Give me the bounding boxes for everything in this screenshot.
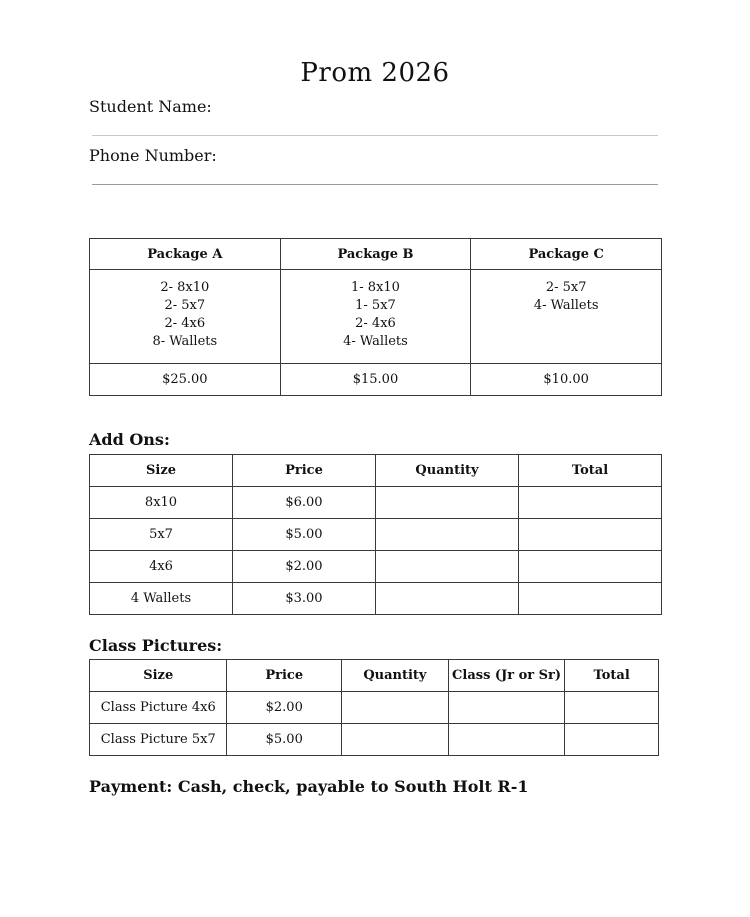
table-row bbox=[90, 519, 662, 551]
addon-total-field[interactable] bbox=[519, 487, 662, 519]
package-item: 8- Wallets bbox=[152, 334, 218, 349]
package-item: 2- 5x7 bbox=[545, 280, 587, 295]
addon-size: 4x6 bbox=[90, 551, 233, 583]
class-size: Class Picture 5x7 bbox=[90, 724, 227, 756]
addon-quantity-field[interactable] bbox=[375, 519, 518, 551]
package-item: 4- Wallets bbox=[533, 298, 599, 313]
package-contents-row bbox=[90, 270, 662, 364]
addon-total-field[interactable] bbox=[519, 583, 662, 615]
class-header-row bbox=[90, 660, 659, 692]
price-header: Price bbox=[227, 660, 342, 692]
addon-size: 8x10 bbox=[90, 487, 233, 519]
price-header: Price bbox=[233, 455, 376, 487]
package-b-contents bbox=[280, 270, 471, 364]
class-total-field[interactable] bbox=[565, 724, 659, 756]
package-item: 2- 4x6 bbox=[164, 316, 206, 331]
student-name-field[interactable] bbox=[92, 135, 658, 136]
addon-price: $3.00 bbox=[233, 583, 376, 615]
addon-quantity-field[interactable] bbox=[375, 487, 518, 519]
total-header: Total bbox=[519, 455, 662, 487]
quantity-header: Quantity bbox=[342, 660, 449, 692]
package-item: 4- Wallets bbox=[343, 334, 408, 349]
package-header-row bbox=[90, 239, 662, 270]
package-c-contents bbox=[471, 270, 662, 364]
table-row bbox=[90, 724, 659, 756]
add-ons-table bbox=[89, 454, 662, 615]
table-row bbox=[90, 583, 662, 615]
addon-size: 5x7 bbox=[90, 519, 233, 551]
package-b-header: Package B bbox=[280, 239, 471, 270]
table-row bbox=[90, 487, 662, 519]
class-price: $2.00 bbox=[227, 692, 342, 724]
phone-number-field[interactable] bbox=[92, 184, 658, 185]
total-header: Total bbox=[565, 660, 659, 692]
addon-size: 4 Wallets bbox=[90, 583, 233, 615]
package-item: 1- 5x7 bbox=[355, 298, 396, 313]
package-c-header: Package C bbox=[471, 239, 662, 270]
package-item: 2- 8x10 bbox=[160, 280, 210, 295]
payment-note: Payment: Cash, check, payable to South Holt R-1 bbox=[89, 777, 529, 796]
package-b-price: $15.00 bbox=[280, 364, 471, 396]
page-title: Prom 2026 bbox=[300, 58, 450, 88]
package-item: 2- 5x7 bbox=[164, 298, 206, 313]
package-table bbox=[89, 238, 662, 396]
table-row bbox=[90, 692, 659, 724]
size-header: Size bbox=[90, 660, 227, 692]
package-a-price: $25.00 bbox=[90, 364, 281, 396]
addon-total-field[interactable] bbox=[519, 519, 662, 551]
class-total-field[interactable] bbox=[565, 692, 659, 724]
package-item: 1- 8x10 bbox=[351, 280, 400, 295]
add-ons-header-row bbox=[90, 455, 662, 487]
package-a-contents bbox=[90, 270, 281, 364]
table-row bbox=[90, 551, 662, 583]
class-quantity-field[interactable] bbox=[342, 692, 449, 724]
addon-price: $2.00 bbox=[233, 551, 376, 583]
addon-total-field[interactable] bbox=[519, 551, 662, 583]
package-a-header: Package A bbox=[90, 239, 281, 270]
class-size: Class Picture 4x6 bbox=[90, 692, 227, 724]
addon-quantity-field[interactable] bbox=[375, 551, 518, 583]
quantity-header: Quantity bbox=[375, 455, 518, 487]
class-header: Class (Jr or Sr) bbox=[448, 660, 565, 692]
size-header: Size bbox=[90, 455, 233, 487]
package-item: 2- 4x6 bbox=[355, 316, 396, 331]
add-ons-label: Add Ons: bbox=[89, 430, 170, 449]
package-c-price: $10.00 bbox=[471, 364, 662, 396]
addon-quantity-field[interactable] bbox=[375, 583, 518, 615]
package-price-row bbox=[90, 364, 662, 396]
addon-price: $5.00 bbox=[233, 519, 376, 551]
class-price: $5.00 bbox=[227, 724, 342, 756]
addon-price: $6.00 bbox=[233, 487, 376, 519]
class-pictures-label: Class Pictures: bbox=[89, 636, 223, 655]
class-grade-field[interactable] bbox=[448, 724, 565, 756]
student-name-label: Student Name: bbox=[89, 97, 212, 116]
class-pictures-table bbox=[89, 659, 659, 756]
phone-number-label: Phone Number: bbox=[89, 146, 217, 165]
class-grade-field[interactable] bbox=[448, 692, 565, 724]
class-quantity-field[interactable] bbox=[342, 724, 449, 756]
